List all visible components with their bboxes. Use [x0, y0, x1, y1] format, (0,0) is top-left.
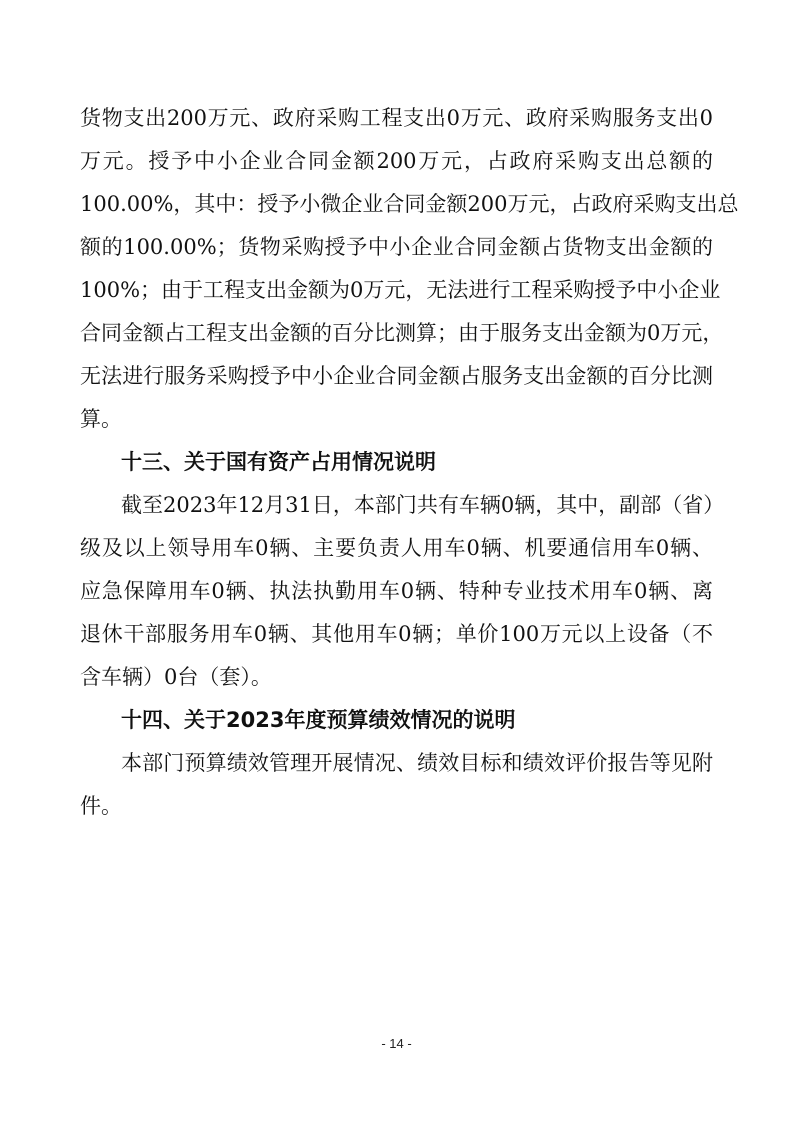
- paragraph-line: 退休干部服务用车0辆、其他用车0辆；单价100万元以上设备（不: [80, 622, 713, 646]
- paragraph-line: 100%；由于工程支出金额为0万元，无法进行工程采购授予中小企业: [80, 278, 721, 302]
- paragraph-line: 应急保障用车0辆、执法执勤用车0辆、特种专业技术用车0辆、离: [80, 579, 713, 603]
- paragraph-line: 无法进行服务采购授予中小企业合同金额占服务支出金额的百分比测: [80, 364, 713, 388]
- paragraph-line: 截至2023年12月31日，本部门共有车辆0辆，其中，副部（省）: [121, 493, 725, 517]
- paragraph-line: 万元。授予中小企业合同金额200万元，占政府采购支出总额的: [80, 149, 713, 173]
- paragraph-line: 含车辆）0台（套）。: [80, 665, 272, 689]
- page-number: - 14 -: [381, 1036, 412, 1051]
- paragraph-line: 本部门预算绩效管理开展情况、绩效目标和绩效评价报告等见附: [121, 751, 713, 775]
- paragraph-line: 件。: [80, 794, 122, 818]
- paragraph-line: 100.00%，其中：授予小微企业合同金额200万元，占政府采购支出总: [80, 192, 739, 216]
- paragraph-line: 货物支出200万元、政府采购工程支出0万元、政府采购服务支出0: [80, 106, 713, 130]
- paragraph-line: 合同金额占工程支出金额的百分比测算；由于服务支出金额为0万元，: [80, 321, 724, 345]
- section13-heading: 十三、关于国有资产占用情况说明: [121, 450, 436, 474]
- paragraph-line: 算。: [80, 407, 122, 431]
- paragraph-line: 级及以上领导用车0辆、主要负责人用车0辆、机要通信用车0辆、: [80, 536, 713, 560]
- section14-heading: 十四、关于2023年度预算绩效情况的说明: [121, 708, 516, 732]
- paragraph-line: 额的100.00%；货物采购授予中小企业合同金额占货物支出金额的: [80, 235, 713, 259]
